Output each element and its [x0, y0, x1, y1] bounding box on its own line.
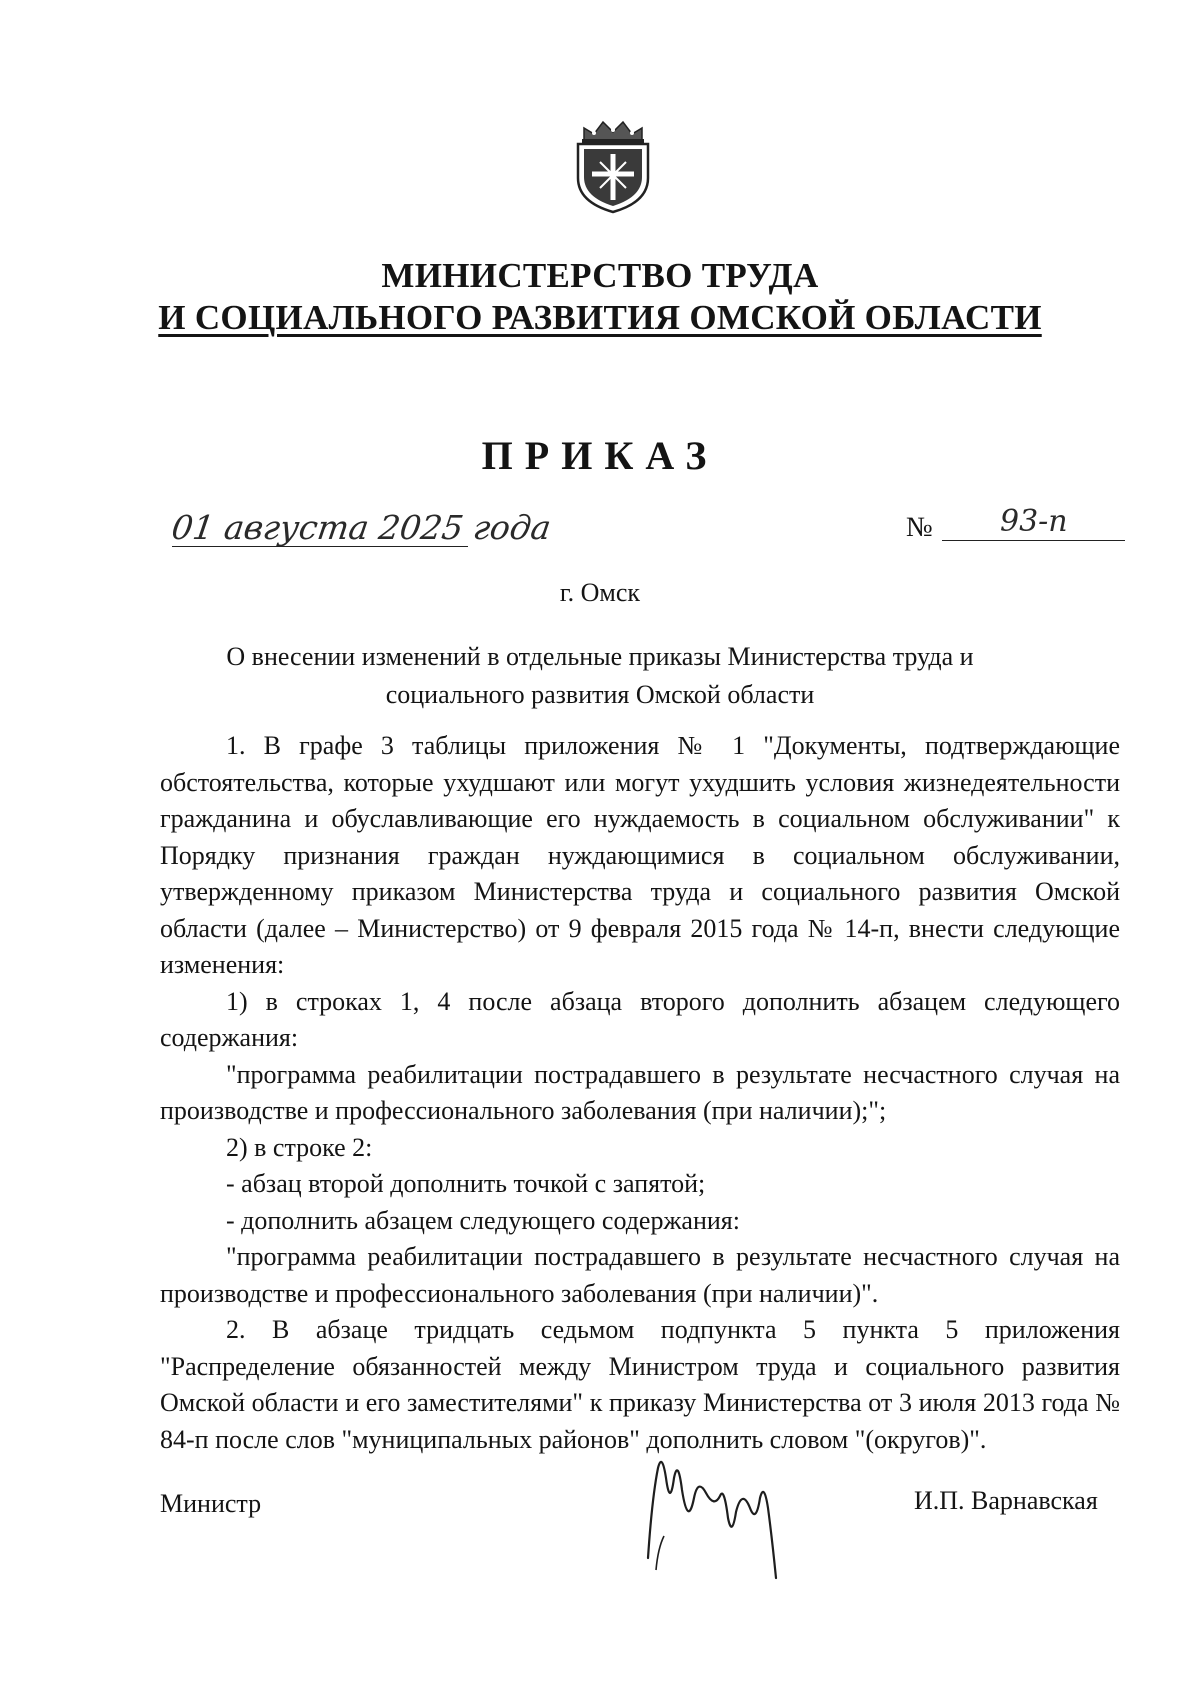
order-subject — [160, 638, 1040, 714]
body-paragraph: 2) в строке 2: — [226, 1132, 373, 1162]
body-paragraph: 1. В графе 3 таблицы приложения № 1 "Документы, подтверждающие обстоятельства, которые ухудшают или могут ухудшить условия жизнедеятельности гражданина и обуславливающие его нуждаемость в социальном обслуживании" к Порядку признания граждан нуждающимися в социальном обслуживании, утвержденному приказом Министерства труда и социального развития Омской области (далее – Министерство) от 9 февраля 2015 года № 14-п, внести следующие изменения: — [160, 731, 1120, 979]
signatory-name: И.П. Варнавская — [914, 1486, 1098, 1515]
handwritten-date: 01 августа 2025 года — [169, 508, 554, 547]
body-paragraph: "программа реабилитации пострадавшего в результате несчастного случая на производстве и профессионального заболевания (при наличии);"; — [160, 1059, 1120, 1125]
ministry-name-line2: И СОЦИАЛЬНОГО РАЗВИТИЯ ОМСКОЙ ОБЛАСТИ — [158, 298, 1042, 337]
coat-of-arms-icon — [570, 118, 656, 214]
order-body — [160, 728, 1120, 1458]
body-paragraph: "программа реабилитации пострадавшего в результате несчастного случая на производстве и профессионального заболевания (при наличии)". — [160, 1242, 1120, 1308]
handwritten-signature-icon — [636, 1438, 796, 1588]
subject-line: О внесении изменений в отдельные приказы Министерства труда и — [226, 642, 974, 671]
body-paragraph: - дополнить абзацем следующего содержания: — [226, 1205, 740, 1235]
body-paragraph: 2. В абзаце тридцать седьмом подпункта 5 пункта 5 приложения "Распределение обязанностей между Министром труда и социального развития Омской области и его заместителями" к приказу Министерства от 3 июля 2013 года № 84-п после слов "муниципальных районов" дополнить словом "(округов)". — [160, 1315, 1120, 1454]
ministry-name-line1: МИНИСТЕРСТВО ТРУДА — [381, 256, 819, 295]
signatory-role: Министр — [160, 1489, 262, 1518]
number-underline — [942, 540, 1125, 541]
handwritten-number: 93-п — [1000, 504, 1068, 539]
body-paragraph: 1) в строках 1, 4 после абзаца второго дополнить абзацем следующего содержания: — [160, 986, 1120, 1052]
subject-line: социального развития Омской области — [385, 680, 815, 709]
date-underline — [172, 546, 468, 547]
body-paragraph: - абзац второй дополнить точкой с запятой; — [226, 1169, 706, 1198]
city-name: г. Омск — [559, 578, 641, 607]
number-label: № — [906, 512, 933, 543]
document-type-title: ПРИКАЗ — [481, 433, 719, 478]
